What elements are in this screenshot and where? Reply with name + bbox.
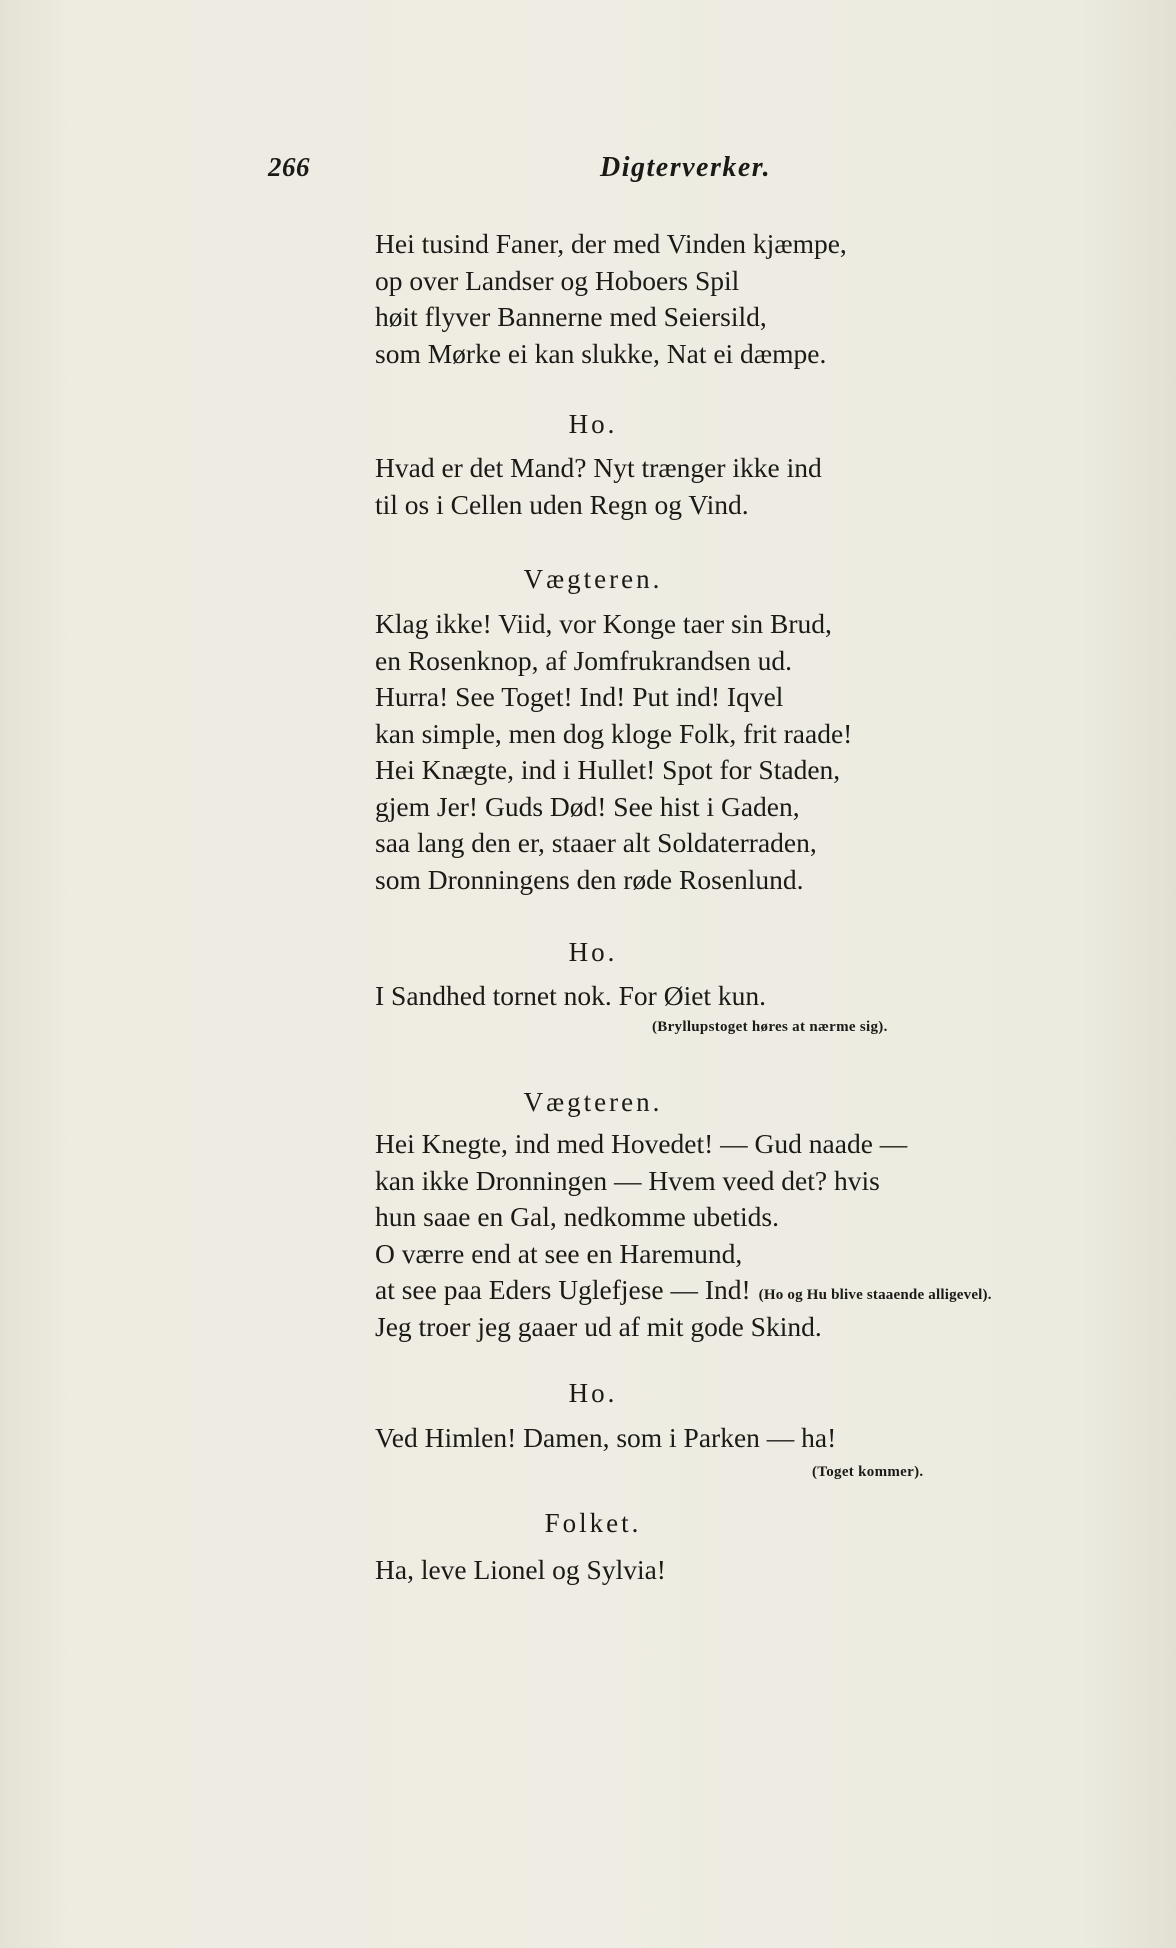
- speaker-name: Ho.: [568, 937, 618, 967]
- verse-line: en Rosenknop, af Jomfrukrandsen ud.: [375, 644, 792, 676]
- verse-line: kan simple, men dog kloge Folk, frit raade!: [375, 717, 853, 749]
- page-number: 266: [268, 152, 310, 182]
- stage-direction: (Bryllupstoget høres at nærme sig).: [652, 1019, 888, 1035]
- verse-line: Ha, leve Lionel og Sylvia!: [375, 1554, 666, 1585]
- verse-line: Hei Knegte, ind med Hovedet! — Gud naade —: [375, 1128, 908, 1159]
- speaker-name: Ho.: [568, 409, 618, 439]
- verse-line: Hei Knægte, ind i Hullet! Spot for Staden,: [375, 754, 841, 785]
- verse-line: O værre end at see en Haremund,: [375, 1237, 743, 1269]
- verse-line: op over Landser og Hoboers Spil: [375, 264, 740, 296]
- speaker-name: Ho.: [568, 1378, 618, 1408]
- verse-block: [375, 226, 1135, 372]
- verse-block: [375, 978, 1135, 1015]
- verse-line: hun saae en Gal, nedkomme ubetids.: [375, 1201, 779, 1232]
- verse-line: som Mørke ei kan slukke, Nat ei dæmpe.: [375, 337, 827, 369]
- verse-block: [375, 1420, 1135, 1457]
- speaker-name: Vægteren.: [523, 1087, 663, 1117]
- verse-block: [375, 606, 1135, 898]
- verse-line: som Dronningens den røde Rosenlund.: [375, 863, 804, 895]
- verse-line: Jeg troer jeg gaaer ud af mit gode Skind.: [375, 1310, 822, 1342]
- verse-line: Hurra! See Toget! Ind! Put ind! Iqvel: [375, 681, 784, 712]
- verse-line: I Sandhed tornet nok. For Øiet kun.: [375, 980, 767, 1011]
- page-header: [0, 152, 1176, 192]
- verse-line: Hei tusind Faner, der med Vinden kjæmpe,: [375, 228, 847, 259]
- verse-line: Hvad er det Mand? Nyt trænger ikke ind: [375, 452, 822, 483]
- verse-block: [375, 1552, 1135, 1589]
- verse-block: [375, 450, 1135, 523]
- verse-block: [375, 1126, 1135, 1345]
- running-title: Digterverker.: [600, 152, 772, 183]
- verse-line-text: at see paa Eders Uglefjese — Ind!: [375, 1274, 751, 1305]
- verse-line: [375, 1272, 1135, 1309]
- speaker-name: Folket.: [544, 1508, 642, 1538]
- verse-line: høit flyver Bannerne med Seiersild,: [375, 301, 767, 332]
- stage-direction: (Toget kommer).: [812, 1464, 924, 1480]
- verse-line: gjem Jer! Guds Død! See hist i Gaden,: [375, 790, 800, 822]
- stage-direction: (Ho og Hu blive staaende alligevel).: [758, 1287, 992, 1303]
- verse-line: kan ikke Dronningen — Hvem veed det? hvis: [375, 1164, 880, 1196]
- verse-line: Ved Himlen! Damen, som i Parken — ha!: [375, 1422, 837, 1453]
- speaker-name: Vægteren.: [523, 564, 663, 594]
- verse-line: til os i Cellen uden Regn og Vind.: [375, 488, 749, 520]
- verse-line: Klag ikke! Viid, vor Konge taer sin Brud,: [375, 608, 832, 639]
- verse-line: saa lang den er, staaer alt Soldaterraden,: [375, 827, 817, 858]
